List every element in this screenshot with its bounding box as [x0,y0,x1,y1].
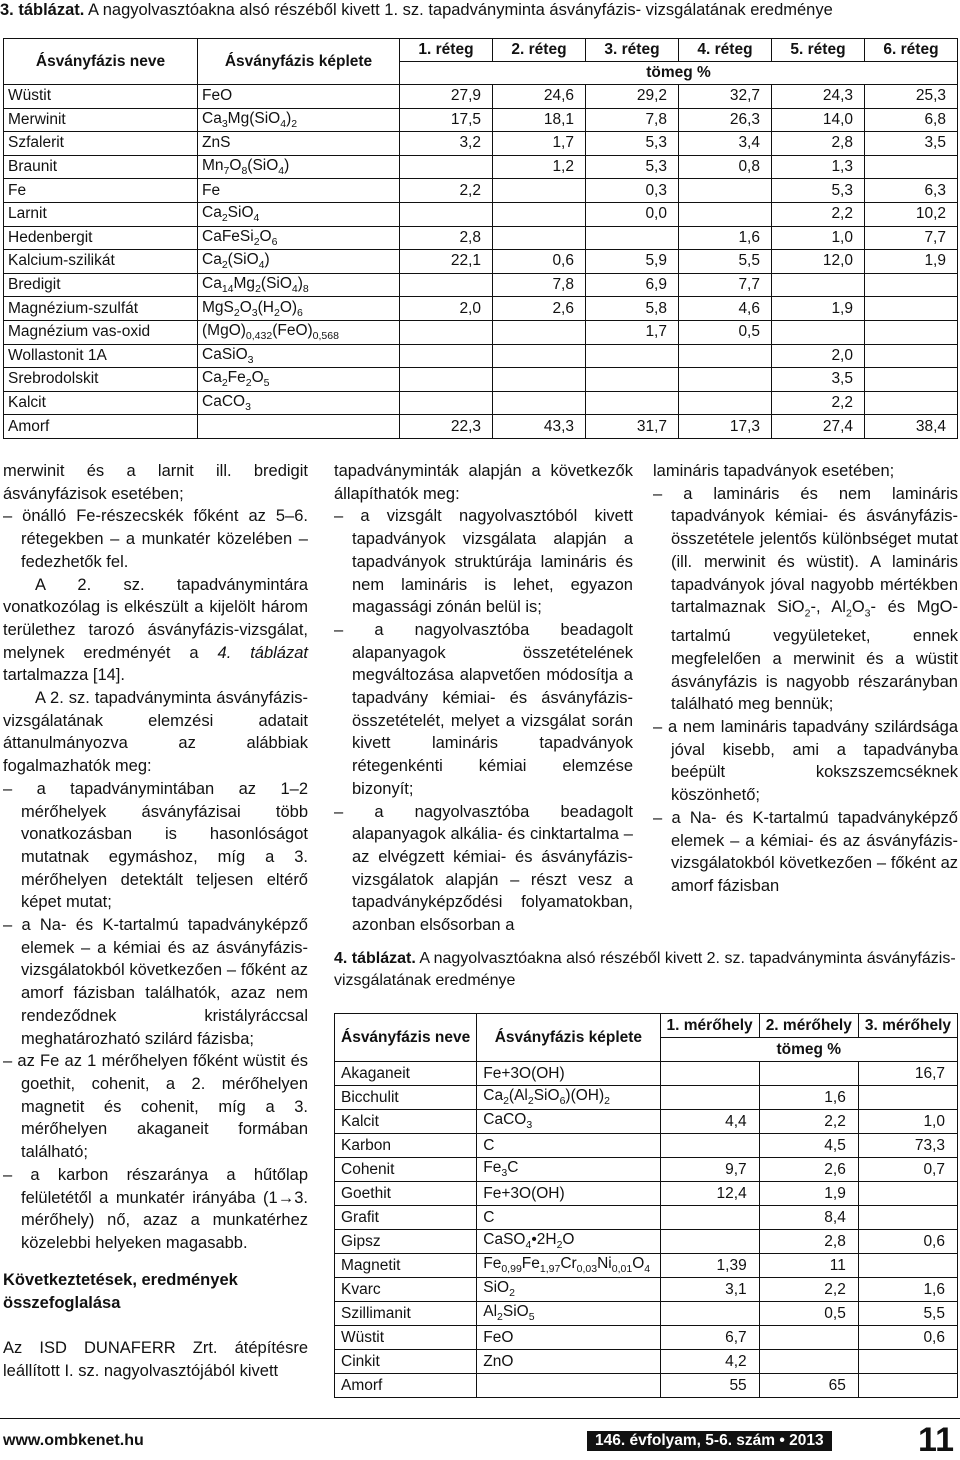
table-row [335,1278,958,1302]
mineral-name: Fe [4,179,198,203]
value-cell [865,368,958,392]
mineral-name: Karbon [335,1134,477,1158]
value-cell: 17,3 [679,415,772,439]
mineral-formula: $Ca_{14}Mg_2(SiO_4)_8$ [198,273,400,297]
dash-item: – a Na- és K-tartalmú tapadványképző elemek – a kémiai és az ásványfázis-vizsgálatokból következően – főként az amorf fázisban találhatók, azaz nem rendeződnek kristályráccsal meghatározható szilárd fázisba; [3,916,308,1048]
mineral-formula: ZnO [477,1350,660,1374]
value-cell: 32,7 [679,85,772,109]
table4-header-unit: tömeg % [660,1038,957,1062]
mineral-name: Grafit [335,1206,477,1230]
table3-caption-text: A nagyolvasztóakna alsó részéből kivett 1. sz. tapadványminta ásványfázis- vizsgálatának eredménye [84,1,833,19]
value-cell: 24,6 [493,85,586,109]
value-cell [679,368,772,392]
table4-header-formula: Ásványfázis képlete [477,1014,660,1062]
table4-body [335,1062,958,1398]
table4-header-point: 3. mérőhely [858,1014,957,1038]
value-cell: 0,6 [858,1326,957,1350]
mineral-name: Bredigit [4,273,198,297]
mineral-name: Kalcium-szilikát [4,250,198,274]
value-cell: 43,3 [493,415,586,439]
table-row [335,1134,958,1158]
value-cell: 2,8 [772,132,865,156]
table-row [335,1158,958,1182]
value-cell: 7,8 [586,108,679,132]
mineral-name: Merwinit [4,108,198,132]
mineral-name: Larnit [4,202,198,226]
value-cell [493,226,586,250]
value-cell [858,1374,957,1398]
value-cell: 7,7 [679,273,772,297]
value-cell: 12,0 [772,250,865,274]
table3-header-layer: 3. réteg [586,39,679,62]
paragraph: tapadványminták alapján a következők állapíthatók meg: [334,462,633,503]
table-row [335,1062,958,1086]
table-row [335,1374,958,1398]
table3-caption-label: 3. táblázat. [0,1,85,19]
mineral-formula: $Ca_2(Al_2SiO_6)(OH)_2$ [477,1086,660,1110]
table4-caption-label: 4. táblázat. [334,950,416,967]
paragraph: merwinit és a larnit ill. bredigit ásványfázisok esetében; [3,462,308,503]
mineral-formula: $Ca_3Mg(SiO_4)_2$ [198,108,400,132]
table-row [4,202,958,226]
dash-item: – a karbon részaránya a hűtőlap felületétől a munkatér irányába (1→3. mérőhely) nő, azaz a munkatérhez közelebbi helyeken magasabb. [3,1165,308,1252]
value-cell: 6,7 [660,1326,759,1350]
table-row [335,1230,958,1254]
table-row [335,1254,958,1278]
dash-item: – az Fe az 1 mérőhelyen főként wüstit és goethit, cohenit, a 2. mérőhelyen magnetit és cohenit, míg a 3. mérőhelyen akaganeit formában található; [3,1052,308,1162]
dash-item: – önálló Fe-részecskék főként az 5–6. rétegekben – a munkatér közelében – fedezhetők fel. [3,507,308,571]
table4-header-name: Ásványfázis neve [335,1014,477,1062]
value-cell [586,368,679,392]
value-cell: 22,1 [400,250,493,274]
value-cell [858,1254,957,1278]
value-cell: 6,9 [586,273,679,297]
mineral-formula: FeO [477,1326,660,1350]
value-cell: 4,6 [679,297,772,321]
value-cell: 4,4 [660,1110,759,1134]
mineral-formula: $Fe_{0,99}Fe_{1,97}Cr_{0,03}Ni_{0,01}O_4$ [477,1254,660,1278]
value-cell: 1,39 [660,1254,759,1278]
value-cell: 8,4 [759,1206,858,1230]
value-cell: 0,7 [858,1158,957,1182]
value-cell: 17,5 [400,108,493,132]
value-cell: 1,6 [679,226,772,250]
value-cell [772,273,865,297]
value-cell: 31,7 [586,415,679,439]
value-cell [759,1062,858,1086]
value-cell [660,1086,759,1110]
mineral-name: Wollastonit 1A [4,344,198,368]
value-cell [400,320,493,344]
value-cell: 2,8 [400,226,493,250]
value-cell: 27,4 [772,415,865,439]
value-cell [660,1230,759,1254]
value-cell: 5,9 [586,250,679,274]
value-cell: 3,4 [679,132,772,156]
table-row [4,344,958,368]
value-cell: 55 [660,1374,759,1398]
value-cell: 2,6 [493,297,586,321]
value-cell: 6,3 [865,179,958,203]
mineral-name: Cohenit [335,1158,477,1182]
mineral-formula: $Al_2SiO_5$ [477,1302,660,1326]
table4-caption-text: A nagyolvasztóakna alsó részéből kivett 2. sz. tapadványminta ásványfázis-vizsgálatának eredménye [334,950,956,989]
table3-body [4,85,958,439]
mineral-name: Akaganeit [335,1062,477,1086]
value-cell [493,368,586,392]
table-row [4,391,958,415]
table-row [4,155,958,179]
mineral-name: Amorf [335,1374,477,1398]
value-cell: 3,5 [865,132,958,156]
mineral-formula: CaCO$_3$ [198,391,400,415]
table-row [4,368,958,392]
value-cell: 1,6 [759,1086,858,1110]
mineral-formula [198,415,400,439]
value-cell: 5,8 [586,297,679,321]
value-cell: 1,2 [493,155,586,179]
value-cell: 1,9 [772,297,865,321]
value-cell: 2,2 [759,1110,858,1134]
value-cell: 2,2 [772,202,865,226]
paragraph: A 2. sz. tapadványmintára vonatkozólag is elkészült a kijelölt három területhez tarozó ásványfázis-vizsgálat, melynek eredményét a 4. táblázat tartalmazza [14]. [3,575,308,685]
value-cell [858,1206,957,1230]
mineral-formula: $(MgO)_{0,432}(FeO)_{0,568}$ [198,320,400,344]
table-row [335,1350,958,1374]
mineral-name: Wüstit [4,85,198,109]
value-cell: 5,3 [586,155,679,179]
value-cell [586,391,679,415]
footer-issue: 146. évfolyam, 5-6. szám • 2013 [587,1431,832,1451]
value-cell [493,179,586,203]
mineral-formula: $Ca_2(SiO_4)$ [198,250,400,274]
value-cell [858,1086,957,1110]
dash-item: – a vizsgált nagyolvasztóból kivett tapadványok vizsgálata alapján a tapadványok struktúrája lamináris és nem lamináris is lehet, egyazon magassági zónán belül is; [334,507,633,617]
table-row [4,179,958,203]
value-cell [865,297,958,321]
value-cell: 10,2 [865,202,958,226]
mineral-name: Bicchulit [335,1086,477,1110]
mineral-name: Szillimanit [335,1302,477,1326]
value-cell [865,320,958,344]
table3 [3,38,958,439]
page-number: 11 [918,1421,954,1459]
mineral-name: Wüstit [335,1326,477,1350]
table3-header-layer: 6. réteg [865,39,958,62]
dash-item: – a Na- és K-tartalmú tapadványképző elemek – a kémiai- és az ásványfázis-vizsgálatokból következően – főként az amorf fázisban [653,808,958,895]
column-left [3,460,308,1255]
mineral-name: Cinkit [335,1350,477,1374]
value-cell: 18,1 [493,108,586,132]
value-cell [660,1302,759,1326]
value-cell: 2,2 [400,179,493,203]
mineral-formula: $CaSO_4•2H_2O$ [477,1230,660,1254]
value-cell [400,155,493,179]
value-cell: 3,2 [400,132,493,156]
mineral-name: Amorf [4,415,198,439]
value-cell: 0,6 [493,250,586,274]
value-cell: 1,6 [858,1278,957,1302]
value-cell: 4,2 [660,1350,759,1374]
value-cell: 65 [759,1374,858,1398]
value-cell [586,226,679,250]
table-row [4,108,958,132]
value-cell: 0,6 [858,1230,957,1254]
arrow-icon: → [277,1188,295,1207]
table-row [335,1302,958,1326]
column-right [653,460,958,898]
value-cell [759,1326,858,1350]
value-cell [858,1182,957,1206]
value-cell: 0,5 [679,320,772,344]
dash-item: – a nagyolvasztóba beadagolt alapanyagok alkália- és cinktartalma – az elvégzett kémiai- és ásványfázis-vizsgálatok alapján – részt vesz a tapadványképződési folyamatokban, azonban elsősorban a [334,802,633,935]
table-row [4,297,958,321]
mineral-formula: $CaFeSi_2O_6$ [198,226,400,250]
mineral-name: Hedenbergit [4,226,198,250]
value-cell: 2,6 [759,1158,858,1182]
table3-header-formula: Ásványfázis képlete [198,39,400,85]
dash-item: – a lamináris és nem lamináris tapadványok kémiai- és ásványfázis-összetétele jelentős különbséget mutat (ill. merwinit és wüstit). A lamináris tapadványok jóval nagyobb mértékben tartalmaznak SiO$_2$-, $Al_2O_3-$ és MgO-tartalmú vegyületeket, ennek megfelelően a merwinit és a wüstit ásványfázis is nagyobb részarányban található meg bennük; [653,484,958,714]
mineral-formula: $Fe_3C$ [477,1158,660,1182]
paragraph: Az ISD DUNAFERR Zrt. átépítésre leállított I. sz. nagyolvasztójából kivett [3,1339,308,1380]
value-cell [865,155,958,179]
mineral-formula [477,1374,660,1398]
table4 [334,1013,958,1398]
table-row [4,250,958,274]
value-cell [400,202,493,226]
paragraph: A 2. sz. tapadványminta ásványfázis-vizsgálatának elemzési adatait áttanulmányozva az alábbiak fogalmazhatók meg: [3,689,308,776]
value-cell [865,391,958,415]
table-row [335,1206,958,1230]
footer-rule [0,1418,960,1419]
value-cell: 5,5 [679,250,772,274]
value-cell [660,1062,759,1086]
value-cell: 0,3 [586,179,679,203]
table-row [335,1086,958,1110]
value-cell: 0,0 [586,202,679,226]
table-row [4,226,958,250]
value-cell: 73,3 [858,1134,957,1158]
table-row [4,320,958,344]
value-cell: 11 [759,1254,858,1278]
value-cell [493,202,586,226]
footer-site: www.ombkenet.hu [3,1432,144,1449]
table-row [4,132,958,156]
mineral-formula: C [477,1206,660,1230]
value-cell: 22,3 [400,415,493,439]
value-cell [772,320,865,344]
value-cell: 27,9 [400,85,493,109]
value-cell: 1,0 [772,226,865,250]
mineral-name: Kvarc [335,1278,477,1302]
table4-caption [334,948,958,992]
value-cell: 1,7 [586,320,679,344]
value-cell: 0,5 [759,1302,858,1326]
value-cell [865,344,958,368]
column-middle [334,460,633,937]
table3-header-layer: 1. réteg [400,39,493,62]
table-row [335,1182,958,1206]
mineral-formula: Fe [198,179,400,203]
table3-header-name: Ásványfázis neve [4,39,198,85]
value-cell: 14,0 [772,108,865,132]
value-cell [400,344,493,368]
value-cell: 0,8 [679,155,772,179]
value-cell [759,1350,858,1374]
value-cell: 4,5 [759,1134,858,1158]
mineral-name: Goethit [335,1182,477,1206]
mineral-formula: $MgS_2O_3(H_2O)_6$ [198,297,400,321]
value-cell [493,344,586,368]
value-cell [679,344,772,368]
value-cell: 1,7 [493,132,586,156]
mineral-formula: FeO [198,85,400,109]
value-cell: 6,8 [865,108,958,132]
value-cell: 5,3 [772,179,865,203]
value-cell [865,273,958,297]
table-row [4,415,958,439]
value-cell: 1,3 [772,155,865,179]
value-cell [493,391,586,415]
value-cell: 7,7 [865,226,958,250]
value-cell [586,344,679,368]
mineral-name: Magnézium-szulfát [4,297,198,321]
value-cell: 25,3 [865,85,958,109]
mineral-formula: Fe+3O(OH) [477,1062,660,1086]
mineral-name: Braunit [4,155,198,179]
value-cell: 2,2 [772,391,865,415]
value-cell: 2,0 [400,297,493,321]
value-cell: 5,5 [858,1302,957,1326]
table3-caption [0,0,960,20]
value-cell [493,320,586,344]
value-cell: 24,3 [772,85,865,109]
value-cell [679,202,772,226]
value-cell: 7,8 [493,273,586,297]
value-cell: 2,0 [772,344,865,368]
footer [0,1418,960,1457]
mineral-formula: Fe+3O(OH) [477,1182,660,1206]
value-cell: 2,8 [759,1230,858,1254]
value-cell: 1,9 [865,250,958,274]
mineral-name: Kalcit [335,1110,477,1134]
dash-item: – a nagyolvasztóba beadagolt alapanyagok összetételének megváltozása alapvetően módosítja a tapadvány kémiai- és ásványfázis-összetételét, melyet a vizsgálat során kivett lamináris tapadványok rétegenkénti kémiai elemzése bizonyít; [334,620,633,798]
mineral-name: Kalcit [4,391,198,415]
value-cell [858,1350,957,1374]
table-reference: 4. táblázat [217,643,308,662]
mineral-formula: $Mn_7O_8(SiO_4)$ [198,155,400,179]
section-heading: Következtetések, eredmények összefoglalása [3,1271,238,1312]
mineral-formula: CaSiO$_3$ [198,344,400,368]
value-cell: 26,3 [679,108,772,132]
table4-header-point: 2. mérőhely [759,1014,858,1038]
table-row [4,273,958,297]
value-cell: 38,4 [865,415,958,439]
mineral-formula: $Ca_2SiO_4$ [198,202,400,226]
table4-header-point: 1. mérőhely [660,1014,759,1038]
table-row [335,1326,958,1350]
table-row [335,1110,958,1134]
value-cell: 3,1 [660,1278,759,1302]
table3-header-unit: tömeg % [400,62,958,85]
mineral-name: Magnézium vas-oxid [4,320,198,344]
value-cell: 16,7 [858,1062,957,1086]
value-cell [660,1134,759,1158]
value-cell [679,179,772,203]
table-row [4,85,958,109]
mineral-name: Gipsz [335,1230,477,1254]
mineral-formula: C [477,1134,660,1158]
value-cell: 2,2 [759,1278,858,1302]
value-cell [660,1206,759,1230]
value-cell: 9,7 [660,1158,759,1182]
value-cell: 12,4 [660,1182,759,1206]
mineral-name: Srebrodolskit [4,368,198,392]
value-cell: 1,9 [759,1182,858,1206]
table3-header-layer: 2. réteg [493,39,586,62]
value-cell: 1,0 [858,1110,957,1134]
value-cell [400,391,493,415]
mineral-formula: $Ca_2Fe_2O_5$ [198,368,400,392]
mineral-formula: ZnS [198,132,400,156]
table3-header-layer: 4. réteg [679,39,772,62]
dash-item: – a nem lamináris tapadvány szilárdsága jóval kisebb, ami a tapadványba beépült kokszszemcséknek köszönhető; [653,718,958,805]
dash-item: – a tapadványmintában az 1–2 mérőhelyek ásványfázisai több vonatkozásban is hasonlóságot mutatnak egymáshoz, míg a 3. mérőhelyen detektált teljesen eltérő képet mutat; [3,779,308,912]
value-cell [679,391,772,415]
mineral-name: Szfalerit [4,132,198,156]
value-cell: 29,2 [586,85,679,109]
mineral-formula: CaCO$_3$ [477,1110,660,1134]
mineral-name: Magnetit [335,1254,477,1278]
value-cell: 3,5 [772,368,865,392]
table3-header-layer: 5. réteg [772,39,865,62]
mineral-formula: SiO$_2$ [477,1278,660,1302]
value-cell [400,368,493,392]
value-cell: 5,3 [586,132,679,156]
paragraph: lamináris tapadványok esetében; [653,462,895,480]
value-cell [400,273,493,297]
